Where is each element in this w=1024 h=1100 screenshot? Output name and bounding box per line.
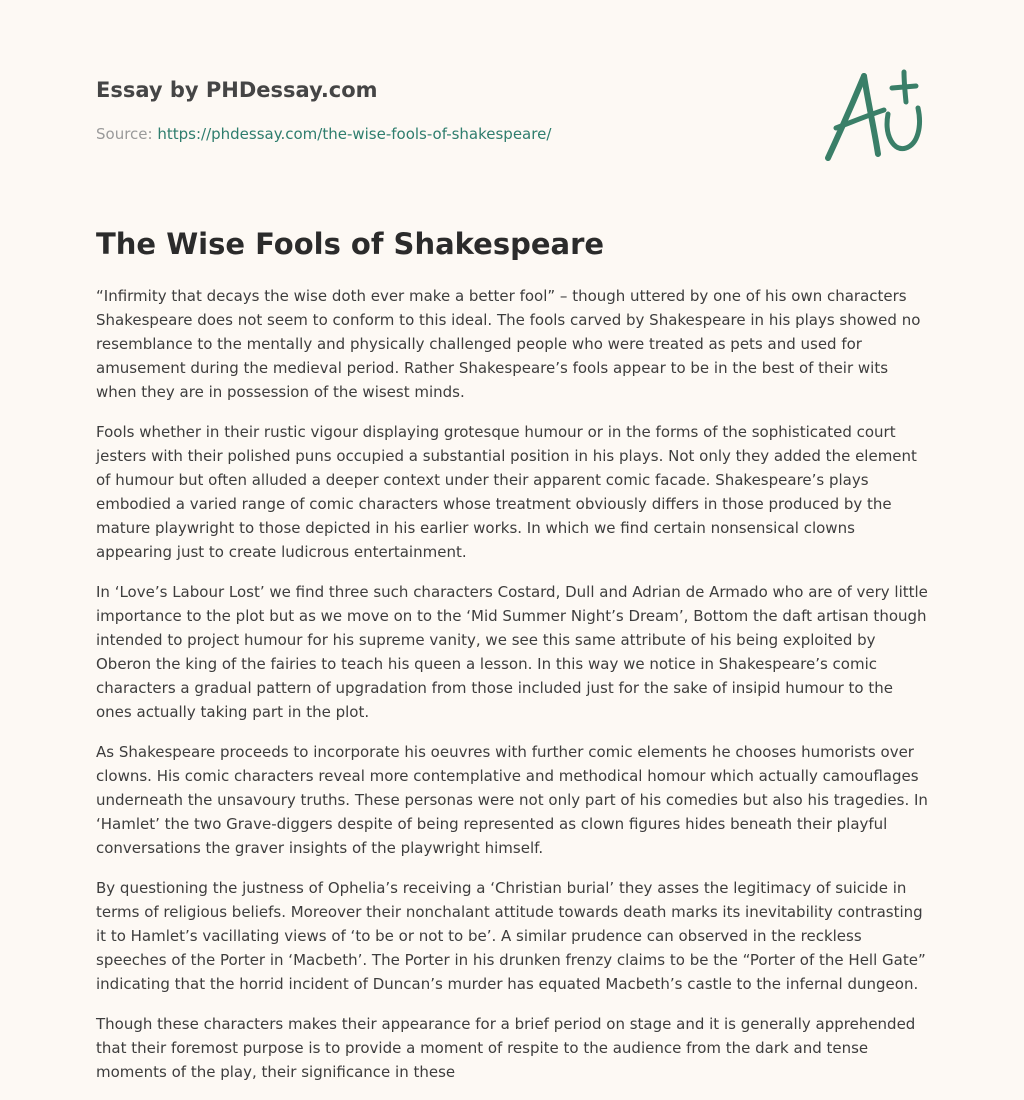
site-brand: Essay by PHDessay.com [96,78,378,102]
source-link[interactable]: https://phdessay.com/the-wise-fools-of-shakespeare/ [157,125,552,143]
essay-paragraph: Fools whether in their rustic vigour displaying grotesque humour or in the forms of the sophisticated court jesters with their polished puns occupied a substantial position in his plays. Not only they added the element of humour but often alluded a deeper context under their apparent comic facade. Shakespeare’s plays embodied a varied range of comic characters whose treatment obviously differs in those produced by the mature playwright to those depicted in his earlier works. In which we find certain nonsensical clowns appearing just to create ludicrous entertainment. [96,423,917,561]
essay-header [96,76,696,144]
essay-paragraph: “Infirmity that decays the wise doth ever make a better fool” – though uttered by one of his own characters Shakespeare does not seem to conform to this ideal. The fools carved by Shakespeare in his plays showed no resemblance to the mentally and physically challenged people who were treated as pets and used for amusement during the medieval period. Rather Shakespeare’s fools appear to be in the best of their wits when they are in possession of the wisest minds. [96,287,921,401]
essay-title: The Wise Fools of Shakespeare [96,227,605,261]
essay-paragraph: As Shakespeare proceeds to incorporate his oeuvres with further comic elements he chooses humorists over clowns. His comic characters reveal more contemplative and methodical homour which actually camouflages underneath the unsavoury truths. These personas were not only part of his comedies but also his tragedies. In ‘Hamlet’ the two Grave-diggers despite of being represented as clown figures hides beneath their playful conversations the graver insights of the playwright himself. [96,743,928,857]
source-line [96,124,696,144]
a-plus-logo-icon [818,62,938,172]
source-label: Source: [96,125,153,143]
essay-paragraph: In ‘Love’s Labour Lost’ we find three such characters Costard, Dull and Adrian de Armado who are of very little importance to the plot but as we move on to the ‘Mid Summer Night’s Dream’, Bottom the daft artisan though intended to project humour for his supreme vanity, we see this same attribute of his being exploited by Oberon the king of the fairies to teach his queen a lesson. In this way we notice in Shakespeare’s comic characters a gradual pattern of upgradation from those included just for the sake of insipid humour to the ones actually taking part in the plot. [96,583,928,721]
essay-paragraph: By questioning the justness of Ophelia’s receiving a ‘Christian burial’ they asses the legitimacy of suicide in terms of religious beliefs. Moreover their nonchalant attitude towards death marks its inevitability contrasting it to Hamlet’s vacillating views of ‘to be or not to be’. A similar prudence can observed in the reckless speeches of the Porter in ‘Macbeth’. The Porter in his drunken frenzy claims to be the “Porter of the Hell Gate” indicating that the horrid incident of Duncan’s murder has equated Macbeth’s castle to the infernal dungeon. [96,879,926,993]
essay-body [96,284,932,1100]
essay-paragraph: Though these characters makes their appearance for a brief period on stage and it is generally apprehended that their foremost purpose is to provide a moment of respite to the audience from the dark and tense moments of the play, their significance in these [96,1015,916,1081]
